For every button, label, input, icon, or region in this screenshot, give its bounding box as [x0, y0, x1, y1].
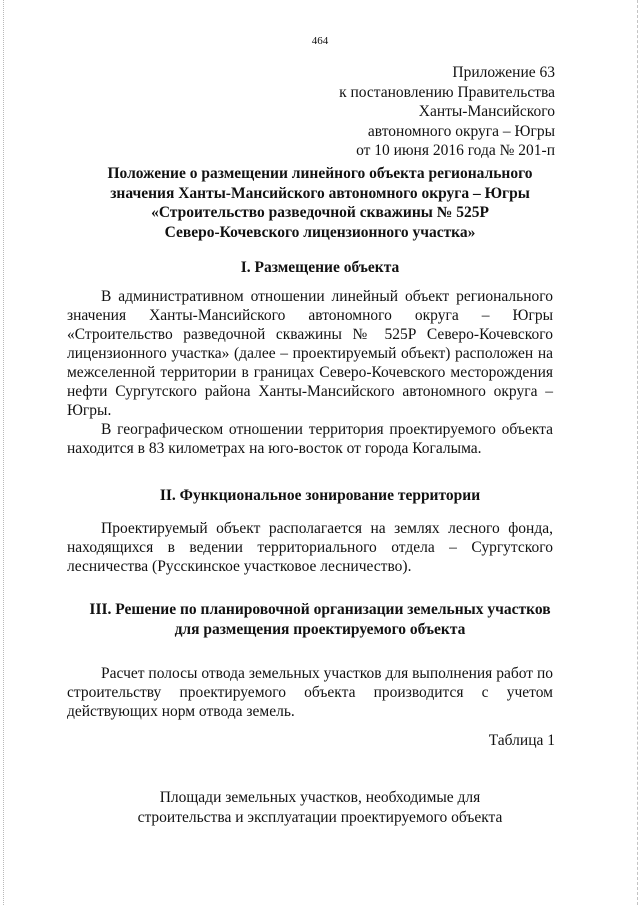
- annex-line: Ханты-Мансийского: [418, 103, 555, 120]
- section-2-heading: [60, 486, 580, 506]
- section-heading-line: для размещения проектируемого объекта: [174, 620, 466, 638]
- section-2-paragraph-1: Проектируемый объект располагается на землях лесного фонда, находящихся в ведении территориального отдела – Сургутского лесничества (Русскинское участковое лесничество).: [67, 520, 553, 575]
- title-line: значения Ханты-Мансийского автономного округа – Югры: [110, 184, 530, 202]
- table-label: Таблица 1: [488, 732, 555, 749]
- section-3-paragraph-1: Расчет полосы отвода земельных участков для выполнения работ по строительству проектируемого объекта производится с учетом действующих норм отвода земель.: [67, 665, 553, 720]
- table-caption-line: Площади земельных участков, необходимые для: [159, 789, 481, 806]
- annex-line: от 10 июня 2016 года № 201-п: [356, 142, 555, 159]
- title-line: Северо-Кочевского лицензионного участка»: [164, 223, 476, 241]
- title-line: «Строительство разведочной скважины № 525Р: [151, 204, 489, 221]
- scan-left-edge: [3, 0, 4, 905]
- section-1-heading: [60, 258, 580, 278]
- annex-block: [339, 63, 555, 161]
- section-heading-text: I. Размещение объекта: [240, 259, 400, 276]
- page-number: 464: [311, 35, 329, 47]
- annex-line: к постановлению Правительства: [339, 83, 555, 101]
- section-1-paragraph-2: В географическом отношении территория проектируемого объекта находится в 83 километрах на юго-восток от города Когалыма.: [67, 421, 553, 457]
- section-heading-text: II. Функциональное зонирование территории: [159, 487, 481, 504]
- annex-line: Приложение 63: [452, 64, 555, 81]
- document-title: [60, 164, 580, 242]
- title-line: Положение о размещении линейного объекта регионального: [107, 165, 533, 182]
- section-1-paragraph-1: В административном отношении линейный объект регионального значения Ханты-Мансийского автономного округа – Югры «Строительство разведочной скважины № 525Р Северо-Кочевского лицензионного участка» (далее – проектируемый объект) расположен на межселенной территории в границах Северо-Кочевского месторождения нефти Сургутского района Ханты-Мансийского автономного округа – Югры.: [67, 288, 553, 419]
- table-caption: [60, 788, 580, 827]
- section-heading-line: III. Решение по планировочной организации земельных участков: [89, 601, 551, 618]
- scan-right-edge: [637, 0, 638, 905]
- section-3-heading: [60, 600, 580, 639]
- table-caption-line: строительства и эксплуатации проектируемого объекта: [137, 808, 503, 826]
- annex-line: автономного округа – Югры: [367, 122, 555, 140]
